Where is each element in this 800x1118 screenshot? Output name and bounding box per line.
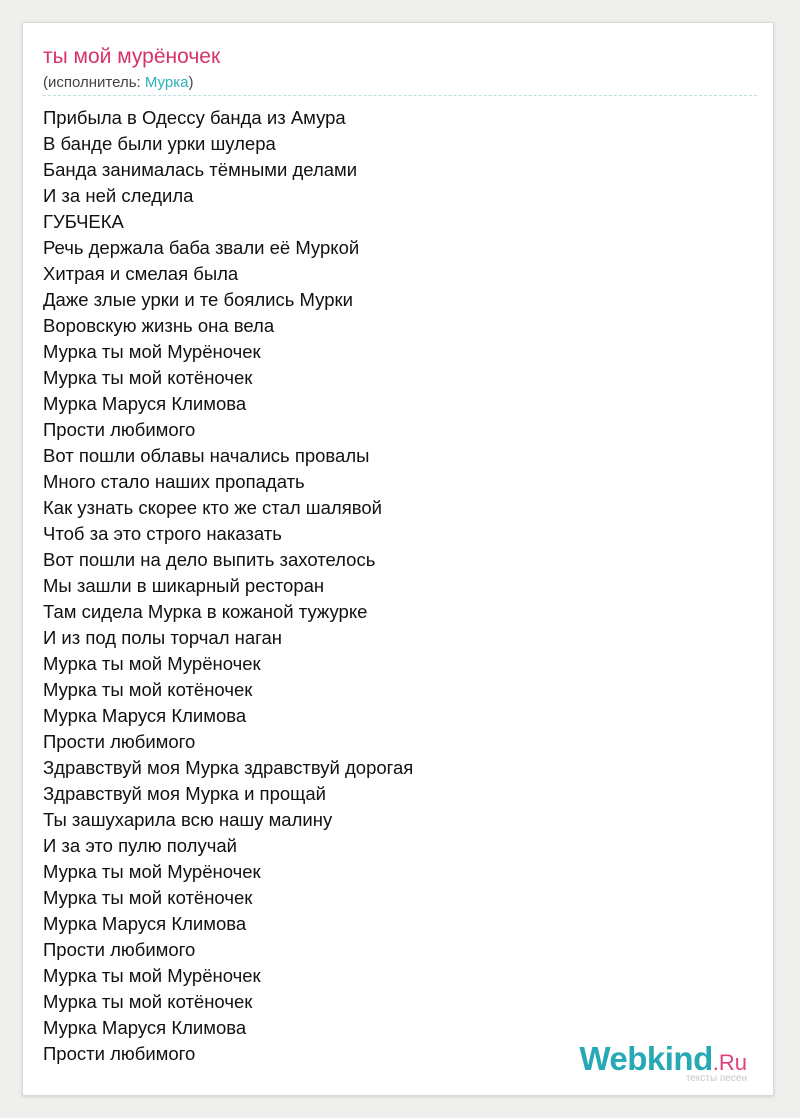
lyric-line: Даже злые урки и те боялись Мурки [43,289,353,310]
lyric-line: Мурка ты мой Мурёночек [43,965,261,986]
lyric-line: Мурка Маруся Климова [43,913,247,934]
song-title: ты мой мурёночек [43,45,221,68]
lyric-line: Много стало наших пропадать [43,471,305,492]
lyric-line: И за это пулю получай [43,835,237,856]
artist-link[interactable]: Мурка [144,74,189,91]
lyric-line: Здравствуй моя Мурка и прощай [43,783,326,804]
lyric-line: Прости любимого [43,1043,196,1064]
watermark-tld: .Ru [712,1050,747,1075]
lyric-line: Хитрая и смелая была [43,263,239,284]
artist-suffix: ) [188,74,194,91]
lyric-line: Мурка ты мой Мурёночек [43,861,261,882]
lyric-line: Воровскую жизнь она вела [43,315,275,336]
lyric-line: Мурка Маруся Климова [43,705,247,726]
lyric-line: ГУБЧЕКА [43,211,124,232]
lyric-line: Прости любимого [43,419,196,440]
watermark-brand: Webkind [579,1040,713,1077]
lyric-line: Мурка ты мой котёночек [43,887,253,908]
watermark-tagline: тексты песен [685,1073,747,1084]
lyric-line: Как узнать скорее кто же стал шалявой [43,497,382,518]
lyric-line: Мурка ты мой Мурёночек [43,341,261,362]
lyric-line: И из под полы торчал наган [43,627,283,648]
lyric-line: Мурка ты мой котёночек [43,679,253,700]
site-watermark [579,1040,747,1084]
lyric-line: Мурка ты мой котёночек [43,991,253,1012]
lyric-line: Вот пошли облавы начались провалы [43,445,370,466]
lyric-line: Прости любимого [43,731,196,752]
lyric-line: Чтоб за это строго наказать [43,523,282,544]
lyric-line: Мурка ты мой котёночек [43,367,253,388]
lyric-line: Банда занималась тёмными делами [43,159,358,180]
lyric-line: Там сидела Мурка в кожаной тужурке [43,601,368,622]
lyric-line: Мы зашли в шикарный ресторан [43,575,325,596]
lyrics-list [43,105,413,1067]
artist-line [43,74,193,91]
artist-prefix: (исполнитель: [43,74,145,91]
lyric-line: Мурка Маруся Климова [43,1017,247,1038]
lyric-line: Ты зашухарила всю нашу малину [43,809,333,830]
lyric-line: Вот пошли на дело выпить захотелось [43,549,376,570]
dashed-divider [43,95,757,96]
lyric-line: И за ней следила [43,185,194,206]
lyric-line: Прибыла в Одессу банда из Амура [43,107,346,128]
lyric-line: Речь держала баба звали её Муркой [43,237,360,258]
lyric-line: Мурка Маруся Климова [43,393,247,414]
lyric-line: Прости любимого [43,939,196,960]
lyric-line: Мурка ты мой Мурёночек [43,653,261,674]
lyric-line: В банде были урки шулера [43,133,276,154]
lyric-line: Здравствуй моя Мурка здравствуй дорогая [43,757,414,778]
lyrics-card [22,22,774,1096]
